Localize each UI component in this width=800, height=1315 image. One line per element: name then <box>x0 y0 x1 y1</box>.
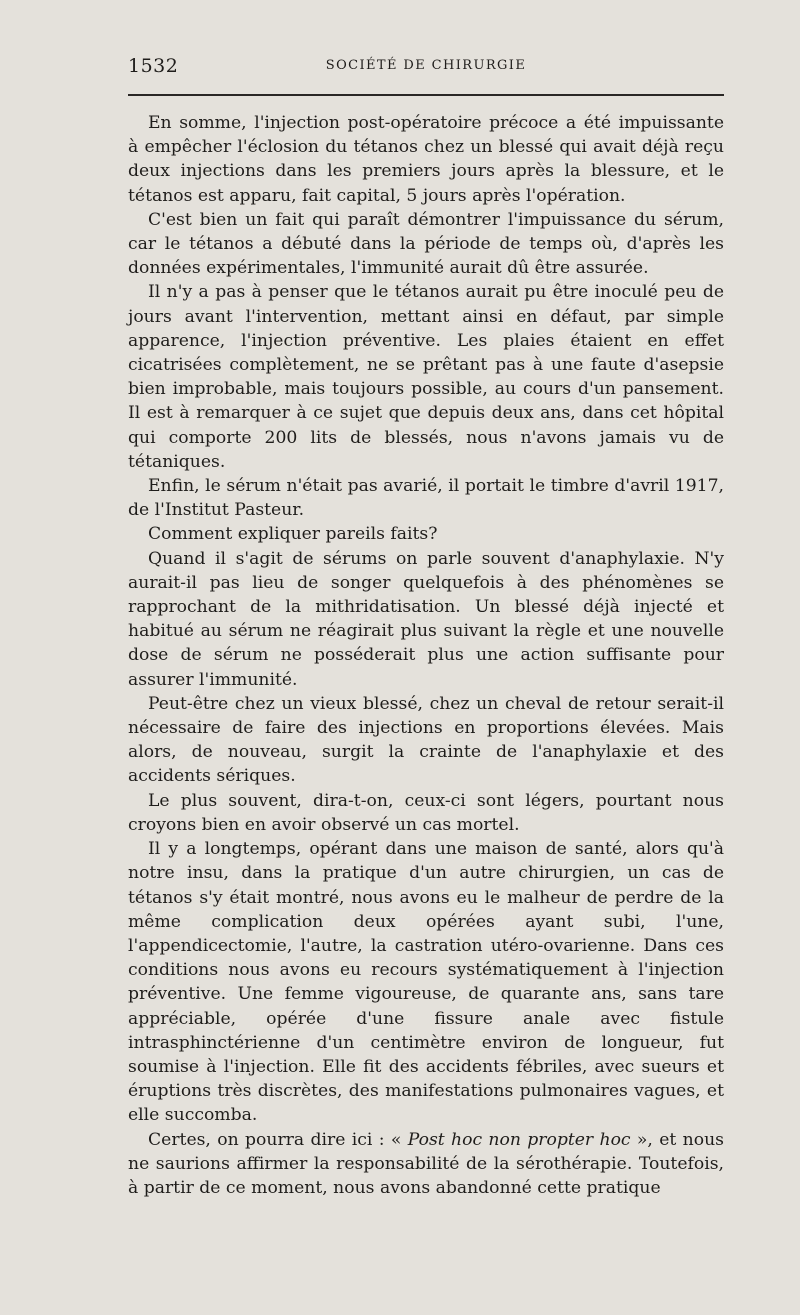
body-text <box>128 111 724 1200</box>
paragraph: Enfin, le sérum n'était pas avarié, il portait le timbre d'avril 1917, de l'Institut Pasteur. <box>128 476 724 521</box>
page-header <box>128 50 724 80</box>
last-paragraph <box>128 1128 724 1201</box>
latin-quote: Post hoc non propter hoc <box>407 1129 631 1150</box>
page-number: 1532 <box>128 55 179 77</box>
paragraph: C'est bien un fait qui paraît démontrer l'impuissance du sérum, car le tétanos a débuté dans la période de temps où, d'après les données expérimentales, l'immunité aurait dû être assurée. <box>128 209 724 279</box>
last-paragraph-start: Certes, on pourra dire ici : « <box>148 1129 408 1150</box>
last-paragraph-end: », et nous ne saurions affirmer la responsabilité de la sérothérapie. Toutefois, à partir de ce moment, nous avons abandonné cette pratique <box>128 1129 724 1198</box>
header-rule <box>128 94 724 96</box>
paragraph: Il y a longtemps, opérant dans une maison de santé, alors qu'à notre insu, dans la pratique d'un autre chirurgien, un cas de tétanos s'y était montré, nous avons eu le malheur de perdre de la même complication deux opérées ayant subi, l'une, l'appendicectomie, l'autre, la castration utéro-ovarienne. Dans ces conditions nous avons eu recours systématiquement à l'injection préventive. Une femme vigoureuse, de quarante ans, sans tare appréciable, opérée d'une fissure anale avec fistule intrasphinctérienne d'un centimètre environ de longueur, fut soumise à l'injection. Elle fit des accidents fébriles, avec sueurs et éruptions très discrètes, des manifestations pulmonaires vagues, et elle succomba. <box>128 839 724 1126</box>
paragraph: Comment expliquer pareils faits? <box>148 524 438 545</box>
paragraph: En somme, l'injection post-opératoire précoce a été impuissante à empêcher l'éclosion du tétanos chez un blessé qui avait déjà reçu deux injections dans les premiers jours après la blessure, et le tétanos est apparu, fait capital, 5 jours après l'opération. <box>128 113 724 206</box>
paragraph: Quand il s'agit de sérums on parle souvent d'anaphylaxie. N'y aurait-il pas lieu de songer quelquefois à des phénomènes se rapprochant de la mithridatisation. Un blessé déjà injecté et habitué au sérum ne réagirait plus suivant la règle et une nouvelle dose de sérum ne posséderait plus une action suffisante pour assurer l'immunité. <box>128 548 724 690</box>
paragraph: Peut-être chez un vieux blessé, chez un cheval de retour serait-il nécessaire de faire des injections en proportions élevées. Mais alors, de nouveau, surgit la crainte de l'anaphylaxie et des accidents sériques. <box>128 693 724 787</box>
paragraph: Il n'y a pas à penser que le tétanos aurait pu être inoculé peu de jours avant l'intervention, mettant ainsi en défaut, par simple apparence, l'injection préventive. Les plaies étaient en effet cicatrisées complètement, ne se prêtant pas à une faute d'asepsie bien improbable, mais toujours possible, au cours d'un pansement. Il est à remarquer à ce sujet que depuis deux ans, dans cet hôpital qui comporte 200 lits de blessés, nous n'avons jamais vu de tétaniques. <box>128 282 724 472</box>
paragraph: Le plus souvent, dira-t-on, ceux-ci sont légers, pourtant nous croyons bien en avoir observé un cas mortel. <box>128 790 724 835</box>
running-title: SOCIÉTÉ DE CHIRURGIE <box>325 58 527 73</box>
